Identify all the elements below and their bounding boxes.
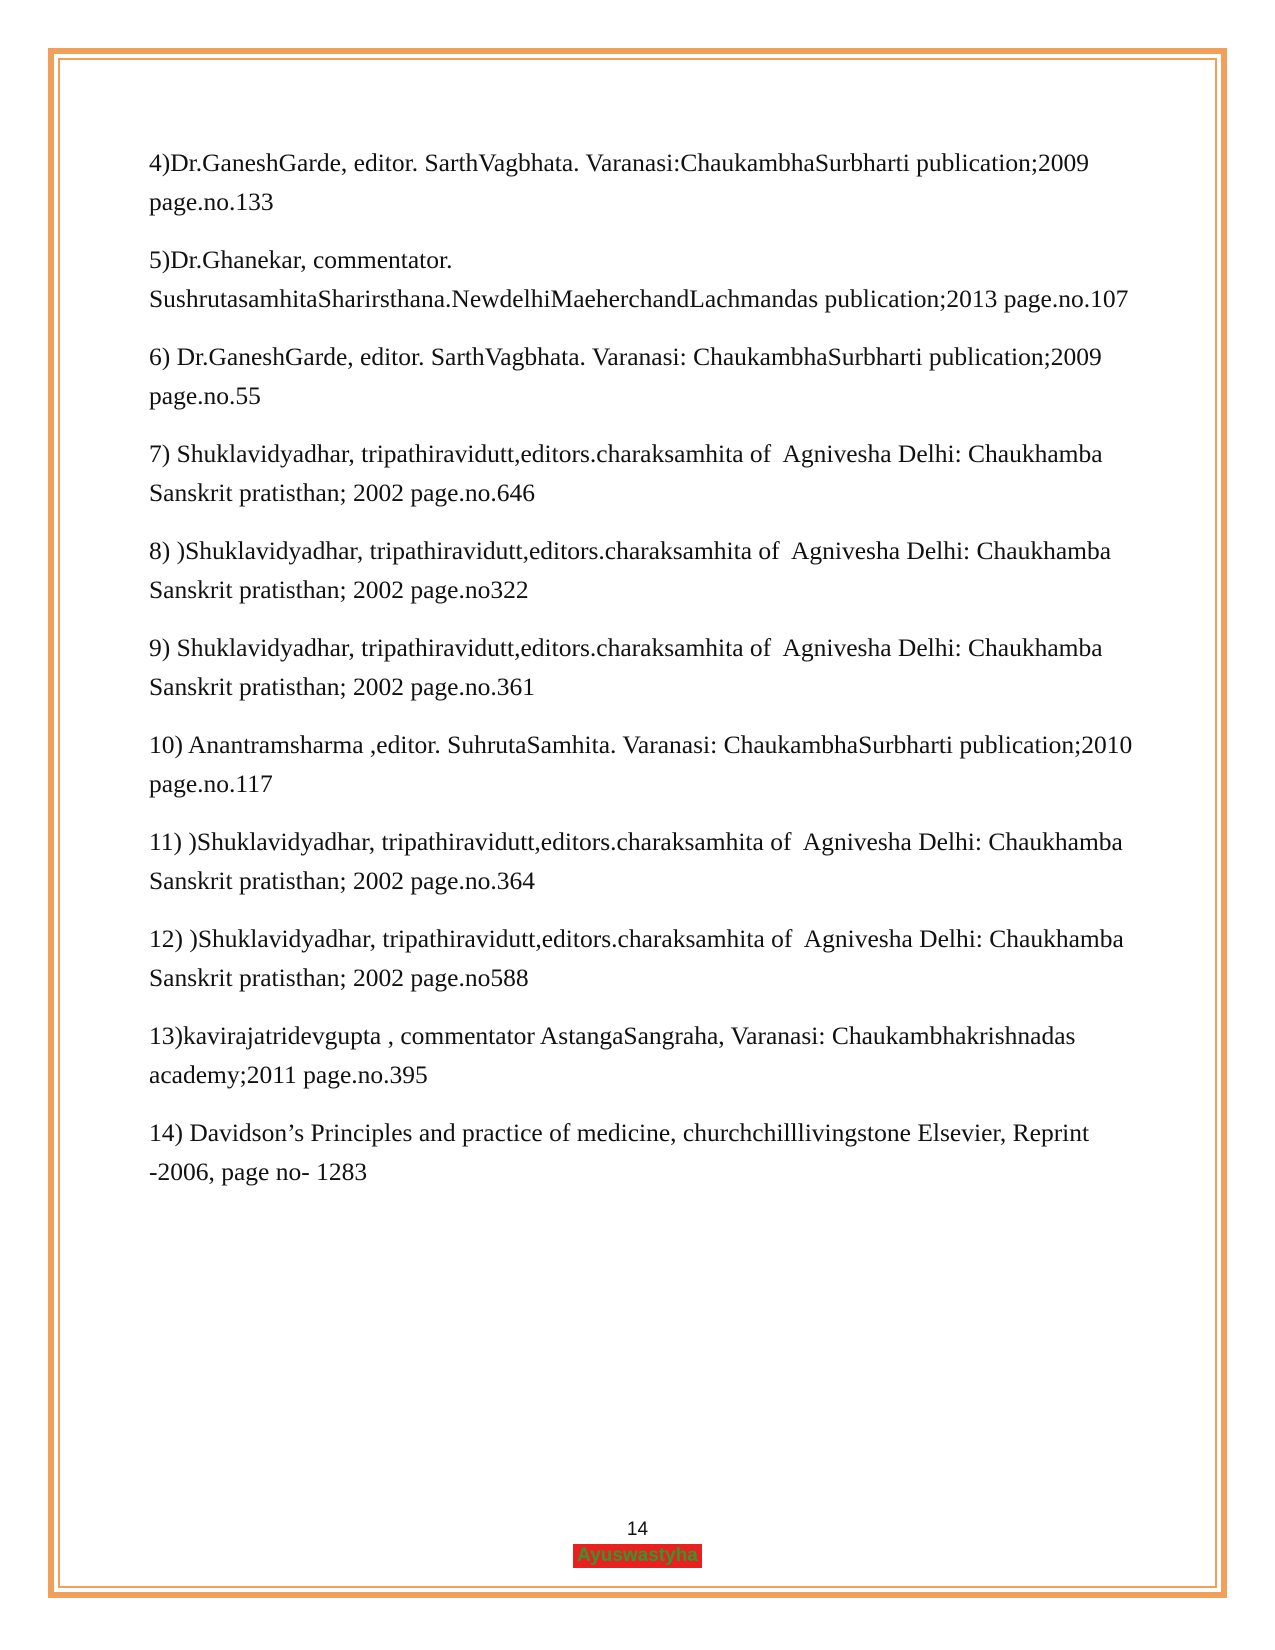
reference-item: 11) )Shuklavidyadhar, tripathiravidutt,editors.charaksamhita of Agnivesha Delhi: Chaukhamba Sanskrit pratisthan; 2002 page.no.364 — [149, 827, 1130, 895]
reference-item: 13)kavirajatridevgupta , commentator AstangaSangraha, Varanasi: Chaukambhakrishnadas academy;2011 page.no.395 — [149, 1021, 1082, 1089]
reference-item: 5)Dr.Ghanekar, commentator. SushrutasamhitaSharirsthana.NewdelhiMaeherchandLachmandas publication;2013 page.no.107 — [149, 245, 1129, 313]
reference-item: 4)Dr.GaneshGarde, editor. SarthVagbhata. Varanasi:ChaukambhaSurbharti publication;2009 page.no.133 — [149, 148, 1096, 216]
page-number: 14 — [626, 1519, 649, 1540]
reference-item: 7) Shuklavidyadhar, tripathiravidutt,editors.charaksamhita of Agnivesha Delhi: Chaukhamba Sanskrit pratisthan; 2002 page.no.646 — [149, 439, 1109, 507]
reference-item: 10) Anantramsharma ,editor. SuhrutaSamhita. Varanasi: ChaukambhaSurbharti publication;2010 page.no.117 — [149, 730, 1139, 798]
reference-item: 12) )Shuklavidyadhar, tripathiravidutt,editors.charaksamhita of Agnivesha Delhi: Chaukhamba Sanskrit pratisthan; 2002 page.no588 — [149, 924, 1131, 992]
reference-list — [149, 143, 1139, 1210]
journal-name-badge: Ayuswastyha — [573, 1544, 702, 1568]
reference-item: 9) Shuklavidyadhar, tripathiravidutt,editors.charaksamhita of Agnivesha Delhi: Chaukhamba Sanskrit pratisthan; 2002 page.no.361 — [149, 633, 1109, 701]
reference-item: 8) )Shuklavidyadhar, tripathiravidutt,editors.charaksamhita of Agnivesha Delhi: Chaukhamba Sanskrit pratisthan; 2002 page.no322 — [149, 536, 1118, 604]
reference-item: 14) Davidson’s Principles and practice of medicine, churchchilllivingstone Elsevier, Reprint -2006, page no- 1283 — [149, 1118, 1096, 1186]
page-footer — [0, 1519, 1275, 1568]
reference-item: 6) Dr.GaneshGarde, editor. SarthVagbhata. Varanasi: ChaukambhaSurbharti publication;2009 page.no.55 — [149, 342, 1109, 410]
